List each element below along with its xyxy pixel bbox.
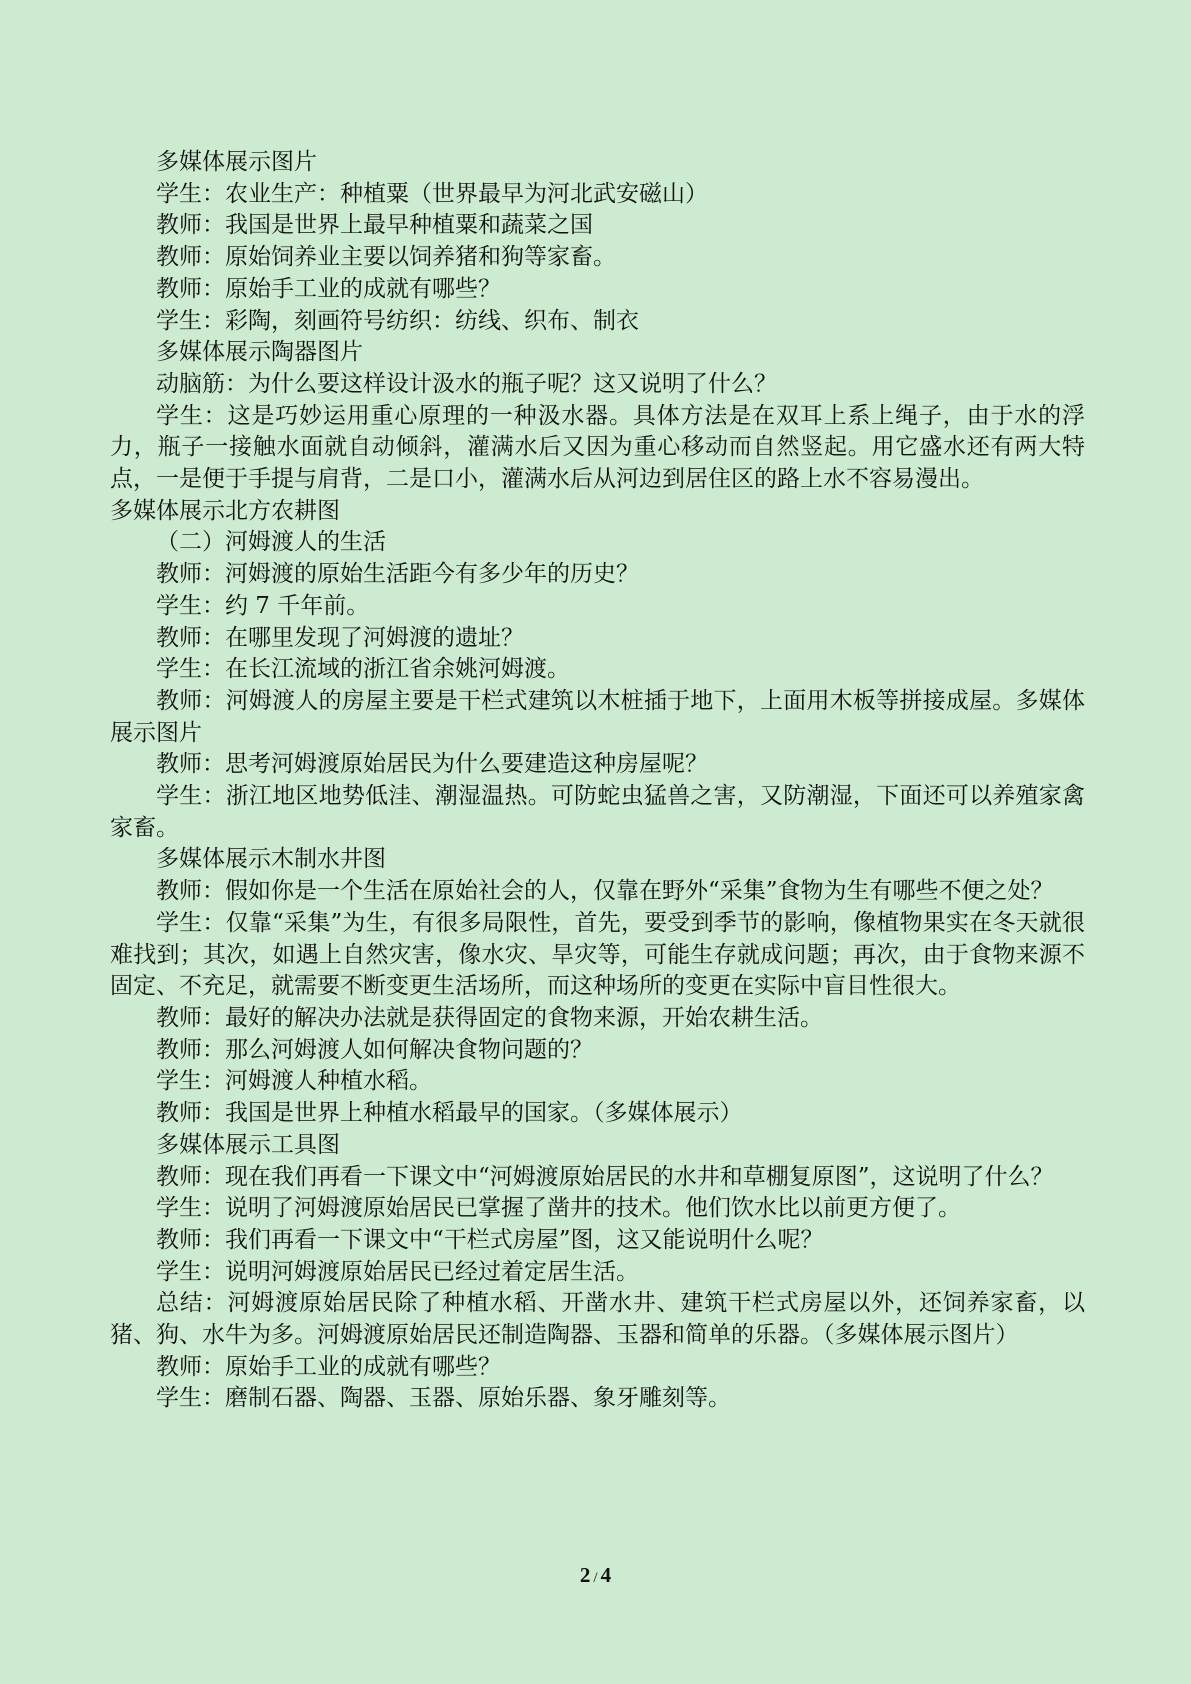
paragraph: 学生：浙江地区地势低洼、潮湿温热。可防蛇虫猛兽之害，又防潮湿，下面还可以养殖家禽家畜。: [110, 783, 1085, 841]
paragraph: 学生：磨制石器、陶器、玉器、原始乐器、象牙雕刻等。: [156, 1385, 731, 1412]
paragraph: 学生：说明河姆渡原始居民已经过着定居生活。: [156, 1258, 639, 1285]
paragraph: 学生：农业生产：种植粟（世界最早为河北武安磁山）: [156, 180, 708, 207]
paragraph: 学生：河姆渡人种植水稻。: [156, 1068, 432, 1095]
paragraph: 教师：原始饲养业主要以饲养猪和狗等家畜。: [156, 244, 616, 271]
paragraph: 教师：我国是世界上种植水稻最早的国家。（多媒体展示）: [156, 1100, 743, 1127]
paragraph: 教师：那么河姆渡人如何解决食物问题的？: [156, 1036, 593, 1063]
paragraph: 学生：约 7 千年前。: [156, 592, 370, 619]
paragraph: 总结：河姆渡原始居民除了种植水稻、开凿水井、建筑干栏式房屋以外，还饲养家畜，以猪、狗、水牛为多。河姆渡原始居民还制造陶器、玉器和简单的乐器。（多媒体展示图片）: [110, 1290, 1085, 1349]
paragraph: 多媒体展示工具图: [156, 1131, 340, 1158]
paragraph: 教师：我国是世界上最早种植粟和蔬菜之国: [156, 212, 593, 239]
paragraph: 多媒体展示图片: [156, 149, 317, 175]
paragraph: 教师：在哪里发现了河姆渡的遗址？: [156, 624, 524, 651]
page-number: [0, 1562, 1191, 1591]
paragraph: 教师：最好的解决办法就是获得固定的食物来源，开始农耕生活。: [156, 1004, 823, 1031]
paragraph: 多媒体展示北方农耕图: [110, 497, 340, 524]
current-page: 2: [579, 1563, 591, 1587]
paragraph: 教师：现在我们再看一下课文中“河姆渡原始居民的水井和草棚复原图”，这说明了什么？: [156, 1163, 1054, 1190]
paragraph: 学生：说明了河姆渡原始居民已掌握了凿井的技术。他们饮水比以前更方便了。: [156, 1195, 961, 1222]
paragraph: 学生：彩陶，刻画符号纺织：纺线、织布、制衣: [156, 307, 639, 334]
total-pages: 4: [600, 1563, 612, 1587]
paragraph: 教师：思考河姆渡原始居民为什么要建造这种房屋呢？: [156, 751, 708, 778]
paragraph: （二）河姆渡人的生活: [156, 529, 386, 556]
paragraph: 多媒体展示木制水井图: [156, 846, 386, 873]
document-body: [110, 147, 1085, 1415]
page-separator: /: [593, 1570, 598, 1586]
paragraph: 多媒体展示陶器图片: [156, 339, 363, 366]
paragraph: 教师：河姆渡人的房屋主要是干栏式建筑以木桩插于地下，上面用木板等拼接成屋。多媒体展示图片: [110, 687, 1085, 746]
paragraph: 教师：原始手工业的成就有哪些？: [156, 1353, 501, 1380]
paragraph: 动脑筋：为什么要这样设计汲水的瓶子呢？这又说明了什么？: [156, 370, 777, 397]
paragraph: 学生：仅靠“采集”为生，有很多局限性，首先，要受到季节的影响，像植物果实在冬天就很难找到；其次，如遇上自然灾害，像水灾、旱灾等，可能生存就成问题；再次，由于食物来源不固定、不充足，就需要不断变更生活场所，而这种场所的变更在实际中盲目性很大。: [110, 909, 1085, 1000]
paragraph: 学生：这是巧妙运用重心原理的一种汲水器。具体方法是在双耳上系上绳子，由于水的浮力，瓶子一接触水面就自动倾斜，灌满水后又因为重心移动而自然竖起。用它盛水还有两大特点，一是便于手提与肩背，二是口小，灌满水后从河边到居住区的路上水不容易漫出。: [110, 402, 1085, 493]
paragraph: 教师：原始手工业的成就有哪些？: [156, 275, 501, 302]
paragraph: 学生：在长江流域的浙江省余姚河姆渡。: [156, 656, 570, 683]
paragraph: 教师：河姆渡的原始生活距今有多少年的历史？: [156, 561, 639, 588]
paragraph: 教师：假如你是一个生活在原始社会的人，仅靠在野外“采集”食物为生有哪些不便之处？: [156, 878, 1054, 905]
paragraph: 教师：我们再看一下课文中“干栏式房屋”图，这又能说明什么呢？: [156, 1226, 824, 1253]
